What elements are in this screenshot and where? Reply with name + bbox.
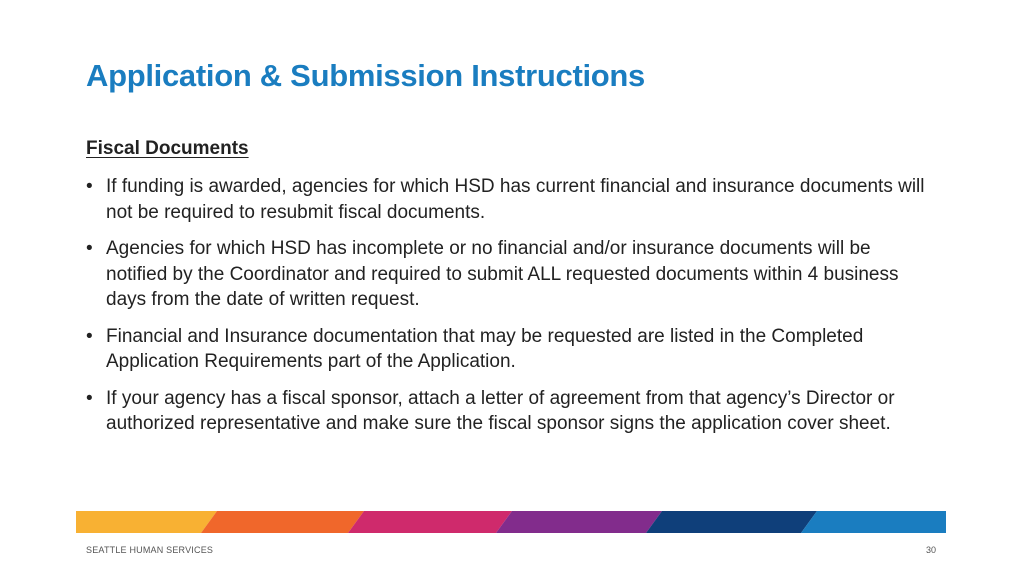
bullet-list [86, 174, 936, 448]
bullet-icon: • [86, 176, 93, 197]
bullet-item [86, 324, 936, 375]
slide-title: Application & Submission Instructions [86, 58, 645, 93]
bullet-text: Financial and Insurance documentation that may be requested are listed in the Completed Application Requirements part of the Application. [106, 325, 864, 372]
bar-segment-purple [496, 511, 662, 533]
bar-segment-yellow [76, 511, 217, 533]
bar-segment-navy [646, 511, 817, 533]
bullet-icon: • [86, 387, 93, 409]
footer-organization: SEATTLE HUMAN SERVICES [86, 545, 214, 555]
bullet-text: If funding is awarded, agencies for which HSD has current financial and insurance documents will not be required to resubmit fiscal documents. [106, 176, 925, 223]
bar-segment-blue [801, 511, 946, 533]
bullet-item [86, 174, 936, 225]
bullet-icon: • [86, 238, 93, 259]
page-number: 30 [925, 545, 936, 555]
section-heading: Fiscal Documents [86, 138, 249, 159]
bullet-icon: • [86, 325, 93, 347]
bullet-text: Agencies for which HSD has incomplete or no financial and/or insurance documents will be notified by the Coordinator and required to submit ALL requested documents within 4 business days from the date of written request. [106, 238, 899, 310]
bullet-text: If your agency has a fiscal sponsor, attach a letter of agreement from that agency’s Director or authorized representative and make sure the fiscal sponsor signs the application cover sheet. [106, 387, 895, 434]
bar-segment-magenta [348, 511, 512, 533]
color-bar-graphic [76, 511, 946, 533]
bullet-item [86, 386, 936, 437]
decorative-color-bar [76, 511, 946, 533]
bar-segment-orange [201, 511, 364, 533]
bullet-item [86, 236, 936, 313]
